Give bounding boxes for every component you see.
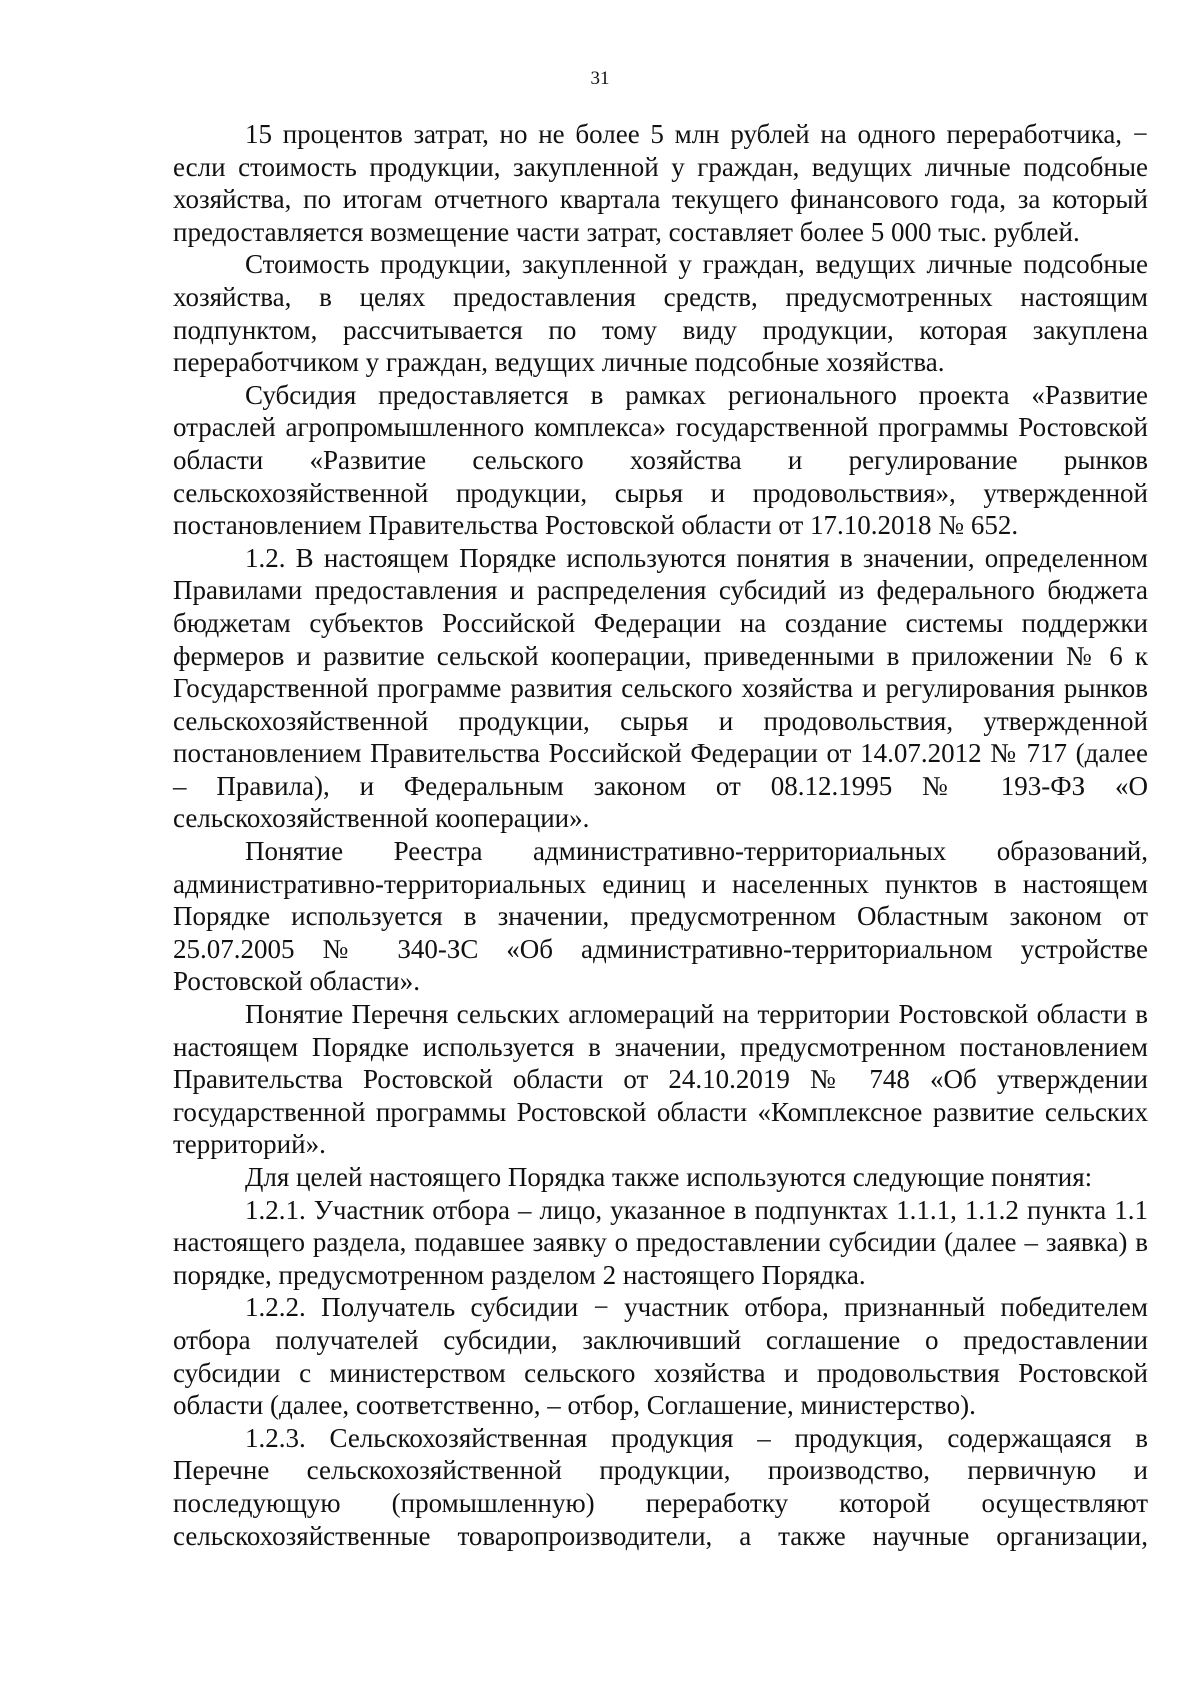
paragraph-section-1-2: 1.2. В настоящем Порядке используются понятия в значении, определенном Правилами предоставления и распределения субсидий из федерального бюджета бюджетам субъектов Российской Федерации на создание системы поддержки фермеров и развитие сельской кооперации, приведенными в приложении № 6 к Государственной программе развития сельского хозяйства и регулирования рынков сельскохозяйственной продукции, сырья и продовольствия, утвержденной постановлением Правительства Российской Федерации от 14.07.2012 № 717 (далее – Правила), и Федеральным законом от 08.12.1995 № 193-ФЗ «О сельскохозяйственной кооперации».: [173, 542, 1148, 834]
paragraph-agglomeration-concept: Понятие Перечня сельских агломераций на территории Ростовской области в настоящем Порядке используется в значении, предусмотренном постановлением Правительства Ростовской области от 24.10.2019 № 748 «Об утверждении государственной программы Ростовской области «Комплексное развитие сельских территорий».: [173, 999, 1148, 1160]
paragraph-regional-project: Субсидия предоставляется в рамках регионального проекта «Развитие отраслей агропромышленного комплекса» государственной программы Ростовской области «Развитие сельского хозяйства и регулирование рынков сельскохозяйственной продукции, сырья и продовольствия», утвержденной постановлением Правительства Ростовской области от 17.10.2018 № 652.: [173, 379, 1148, 541]
paragraph-section-1-2-1: 1.2.1. Участник отбора – лицо, указанное в подпунктах 1.1.1, 1.1.2 пункта 1.1 настоящего раздела, подавшее заявку о предоставлении субсидии (далее – заявка) в порядке, предусмотренном разделом 2 настоящего Порядка.: [173, 1194, 1148, 1290]
paragraph-section-1-2-2: 1.2.2. Получатель субсидии − участник отбора, признанный победителем отбора получателей субсидии, заключивший соглашение о предоставлении субсидии с министерством сельского хозяйства и продовольствия Ростовской области (далее, соответственно, – отбор, Соглашение, министерство).: [173, 1292, 1148, 1421]
paragraph-concepts-intro: Для целей настоящего Порядка также используются следующие понятия:: [245, 1162, 1093, 1192]
page-number: 31: [590, 68, 610, 89]
paragraph-section-1-2-3: 1.2.3. Сельскохозяйственная продукция – продукция, содержащаяся в Перечне сельскохозяйственной продукции, производство, первичную и последующую (промышленную) переработку которой осуществляют сельскохозяйственные товаропроизводители, а также научные организации,: [173, 1422, 1148, 1551]
paragraph-product-cost: Стоимость продукции, закупленной у граждан, ведущих личные подсобные хозяйства, в целях предоставления средств, предусмотренных настоящим подпунктом, рассчитывается по тому виду продукции, которая закуплена переработчиком у граждан, ведущих личные подсобные хозяйства.: [173, 249, 1148, 378]
paragraph-subsidy-rate: 15 процентов затрат, но не более 5 млн рублей на одного переработчика, − если стоимость продукции, закупленной у граждан, ведущих личные подсобные хозяйства, по итогам отчетного квартала текущего финансового года, за который предоставляется возмещение части затрат, составляет более 5 000 тыс. рублей.: [173, 119, 1148, 247]
paragraph-registry-concept: Понятие Реестра административно-территориальных образований, административно-территориальных единиц и населенных пунктов в настоящем Порядке используется в значении, предусмотренном Областным законом от 25.07.2005 № 340-ЗС «Об административно-территориальном устройстве Ростовской области».: [173, 836, 1148, 997]
document-body: [173, 118, 1148, 1552]
